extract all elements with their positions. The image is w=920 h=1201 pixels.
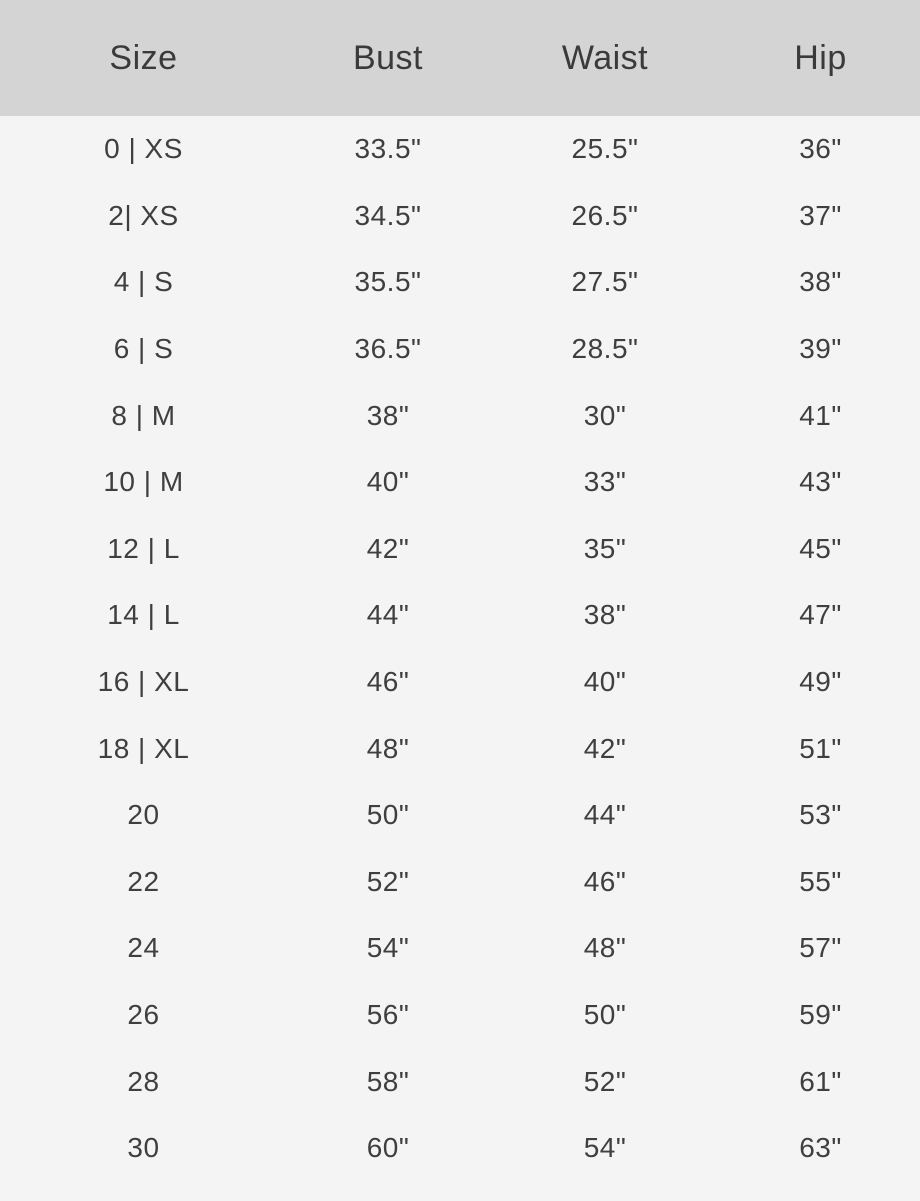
cell-size: 26 bbox=[127, 999, 160, 1031]
cell-hip: 55" bbox=[799, 865, 842, 897]
cell-hip: 49" bbox=[799, 666, 842, 698]
table-row bbox=[0, 449, 920, 516]
cell-bust: 56" bbox=[366, 999, 410, 1031]
table-row bbox=[0, 116, 920, 183]
cell-waist: 30" bbox=[583, 399, 627, 431]
cell-bust: 38" bbox=[366, 399, 410, 431]
table-row bbox=[0, 782, 920, 849]
cell-hip: 61" bbox=[799, 1065, 842, 1097]
cell-bust: 52" bbox=[366, 865, 410, 897]
table-row bbox=[0, 982, 920, 1049]
cell-hip: 51" bbox=[799, 732, 842, 764]
cell-size: 22 bbox=[127, 865, 160, 897]
cell-bust: 50" bbox=[366, 799, 410, 831]
cell-waist: 33" bbox=[583, 466, 627, 498]
cell-waist: 52" bbox=[583, 1065, 627, 1097]
cell-hip: 45" bbox=[799, 532, 842, 564]
cell-size: 28 bbox=[127, 1065, 160, 1097]
table-row bbox=[0, 649, 920, 716]
cell-hip: 63" bbox=[799, 1132, 842, 1164]
cell-hip: 37" bbox=[799, 199, 842, 231]
cell-size: 10 | M bbox=[103, 466, 184, 498]
cell-size: 0 | XS bbox=[104, 133, 183, 165]
cell-size: 4 | S bbox=[113, 266, 174, 298]
table-row bbox=[0, 915, 920, 982]
cell-bust: 36.5" bbox=[354, 333, 422, 365]
cell-waist: 54" bbox=[583, 1132, 627, 1164]
table-row bbox=[0, 582, 920, 649]
table-row bbox=[0, 1115, 920, 1182]
cell-bust: 33.5" bbox=[354, 133, 422, 165]
cell-bust: 54" bbox=[366, 932, 410, 964]
cell-waist: 35" bbox=[583, 532, 627, 564]
cell-bust: 35.5" bbox=[354, 266, 422, 298]
column-header-hip: Hip bbox=[794, 38, 847, 77]
table-header-row bbox=[0, 0, 920, 116]
cell-bust: 42" bbox=[366, 532, 410, 564]
column-header-bust: Bust bbox=[352, 38, 424, 77]
table-body bbox=[0, 116, 920, 1182]
cell-size: 12 | L bbox=[107, 532, 180, 564]
table-row bbox=[0, 316, 920, 383]
cell-waist: 48" bbox=[583, 932, 627, 964]
cell-hip: 57" bbox=[799, 932, 842, 964]
cell-bust: 46" bbox=[366, 666, 410, 698]
cell-waist: 26.5" bbox=[571, 199, 639, 231]
cell-hip: 38" bbox=[799, 266, 842, 298]
cell-waist: 25.5" bbox=[571, 133, 639, 165]
cell-size: 24 bbox=[127, 932, 160, 964]
cell-waist: 27.5" bbox=[571, 266, 639, 298]
column-header-size: Size bbox=[109, 38, 178, 77]
cell-waist: 44" bbox=[583, 799, 627, 831]
cell-hip: 39" bbox=[799, 333, 842, 365]
cell-size: 20 bbox=[127, 799, 160, 831]
cell-bust: 44" bbox=[366, 599, 410, 631]
cell-size: 8 | M bbox=[111, 399, 176, 431]
table-row bbox=[0, 715, 920, 782]
cell-waist: 42" bbox=[583, 732, 627, 764]
cell-hip: 43" bbox=[799, 466, 842, 498]
table-row bbox=[0, 249, 920, 316]
cell-waist: 40" bbox=[583, 666, 627, 698]
column-header-waist: Waist bbox=[561, 38, 649, 77]
cell-hip: 59" bbox=[799, 999, 842, 1031]
cell-bust: 48" bbox=[366, 732, 410, 764]
cell-bust: 40" bbox=[366, 466, 410, 498]
cell-hip: 53" bbox=[799, 799, 842, 831]
cell-bust: 60" bbox=[366, 1132, 410, 1164]
table-row bbox=[0, 382, 920, 449]
cell-waist: 28.5" bbox=[571, 333, 639, 365]
cell-waist: 38" bbox=[583, 599, 627, 631]
table-row bbox=[0, 1048, 920, 1115]
cell-bust: 34.5" bbox=[354, 199, 422, 231]
cell-hip: 47" bbox=[799, 599, 842, 631]
cell-waist: 50" bbox=[583, 999, 627, 1031]
cell-size: 2| XS bbox=[108, 199, 179, 231]
cell-size: 6 | S bbox=[113, 333, 174, 365]
cell-hip: 41" bbox=[799, 399, 842, 431]
cell-size: 18 | XL bbox=[97, 732, 190, 764]
cell-size: 14 | L bbox=[107, 599, 180, 631]
table-header bbox=[0, 0, 920, 116]
cell-waist: 46" bbox=[583, 865, 627, 897]
cell-size: 16 | XL bbox=[97, 666, 190, 698]
table-row bbox=[0, 183, 920, 250]
cell-hip: 36" bbox=[799, 133, 842, 165]
cell-size: 30 bbox=[127, 1132, 160, 1164]
table-row bbox=[0, 516, 920, 583]
cell-bust: 58" bbox=[366, 1065, 410, 1097]
table-row bbox=[0, 849, 920, 916]
